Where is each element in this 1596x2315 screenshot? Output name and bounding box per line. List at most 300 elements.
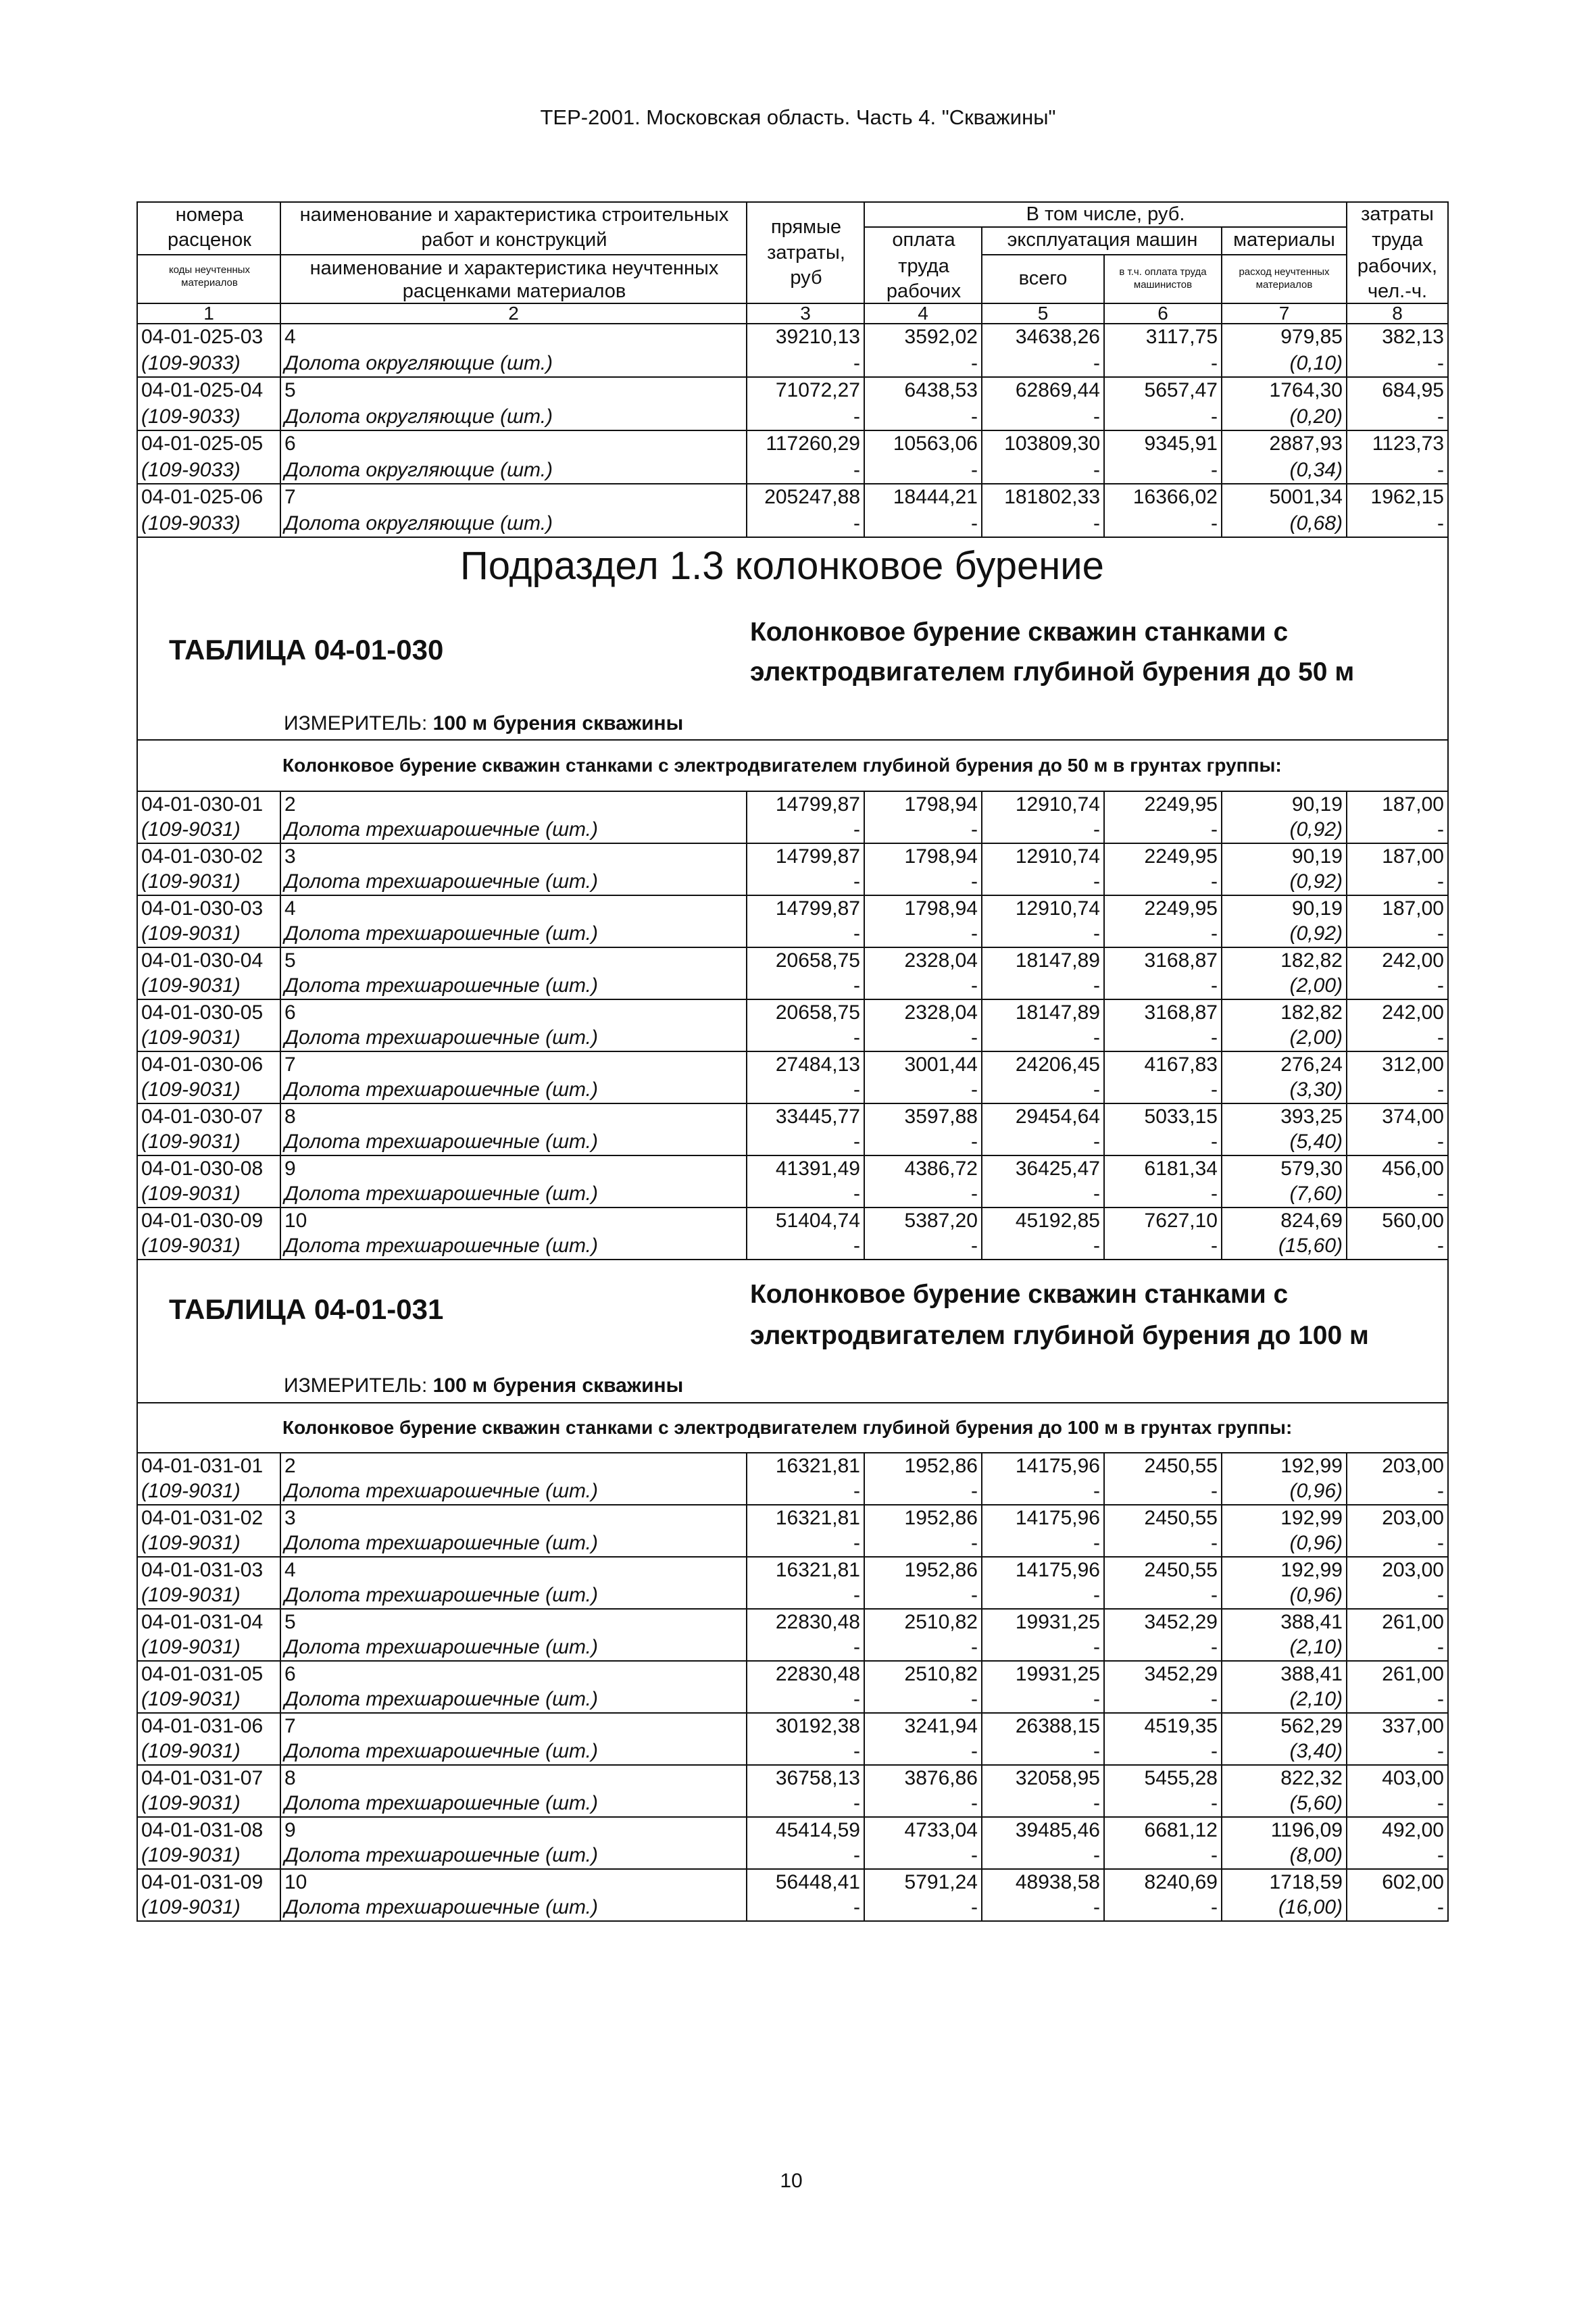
direct-cost-cell: [747, 1000, 865, 1051]
worker-wages-cell: [865, 1714, 982, 1764]
labor-hours: 187,00: [1382, 897, 1444, 920]
materials-cost-material: (3,30): [1289, 1078, 1343, 1101]
direct-cost-cell: [747, 1766, 865, 1816]
materials-cost-cell: [1222, 1052, 1347, 1103]
labor-hours-cell: [1347, 844, 1447, 895]
labor-hours-cell: [1347, 1000, 1447, 1051]
machine-operation-cost-cell: [982, 896, 1105, 947]
header-divider: [865, 226, 1346, 228]
direct-cost-cell: [747, 1505, 865, 1556]
machine-operation-cost: 32058,95: [1015, 1766, 1100, 1789]
materials-cost-cell: [1222, 1558, 1347, 1608]
machinist-wages-cell: [1105, 1662, 1222, 1712]
material-code-label: коды неучтенных: [168, 264, 251, 276]
machinist-wages-cell: [1105, 1870, 1222, 1920]
direct-cost-cell: [747, 1662, 865, 1712]
column-number: 3: [747, 304, 865, 323]
direct-cost: 36758,13: [775, 1766, 860, 1789]
material-name: Долота трехшарошечные (шт.): [284, 1896, 598, 1919]
direct-cost-cell: [747, 1610, 865, 1660]
machine-operation-cost-cell: [982, 844, 1105, 895]
material-name: Долота трехшарошечные (шт.): [284, 1636, 598, 1659]
machinist-wages: 2249,95: [1144, 845, 1218, 868]
direct-cost: 22830,48: [775, 1610, 860, 1633]
materials-cost-material: (0,20): [1289, 405, 1343, 428]
labor-costs-label: труда: [1372, 229, 1423, 251]
labor-hours-material: -: [1437, 351, 1444, 374]
rate-code: 04-01-031-02: [141, 1506, 264, 1529]
material-consumption-label: расход неучтенных: [1239, 266, 1330, 278]
worker-wages: 3241,94: [904, 1714, 978, 1737]
column-number: 2: [281, 304, 747, 323]
materials-cost-cell: [1222, 1453, 1347, 1504]
machinist-wages-material: -: [1211, 974, 1218, 997]
rate-code-cell: [138, 324, 281, 376]
direct-cost: 39210,13: [775, 326, 860, 349]
table-caption-line: Колонковое бурение скважин станками с: [750, 618, 1289, 647]
material-name-label: расценками материалов: [402, 280, 626, 302]
machine-operation-cost-cell: [982, 1156, 1105, 1207]
materials-cost-material: (0,96): [1289, 1532, 1343, 1555]
machinist-wages: 8240,69: [1144, 1870, 1218, 1893]
soil-group: 6: [284, 1662, 296, 1685]
machine-operation-cost: 19931,25: [1015, 1610, 1100, 1633]
rate-code-cell: [138, 844, 281, 895]
labor-hours-material: -: [1437, 512, 1444, 534]
direct-cost: 16321,81: [775, 1558, 860, 1581]
direct-cost-material: -: [853, 870, 860, 893]
labor-hours-cell: [1347, 1208, 1447, 1259]
work-name-cell: [281, 1505, 747, 1556]
worker-wages: 1798,94: [904, 845, 978, 868]
machine-operation-cost: 14175,96: [1015, 1506, 1100, 1529]
group-title: Колонковое бурение скважин станками с электродвигателем глубиной бурения до 50 м в грунтах группы:: [138, 741, 1447, 792]
column-number: 1: [138, 304, 281, 323]
labor-hours-material: -: [1437, 405, 1444, 428]
material-code: (109-9031): [141, 1792, 241, 1815]
labor-hours-cell: [1347, 1818, 1447, 1868]
rate-code: 04-01-030-07: [141, 1105, 264, 1128]
work-name-cell: [281, 1000, 747, 1051]
machines-total-label: всего: [1018, 268, 1068, 289]
direct-cost-material: -: [853, 1078, 860, 1101]
materials-cost: 824,69: [1280, 1209, 1343, 1232]
worker-wages: 1952,86: [904, 1454, 978, 1477]
table-row: [138, 1104, 1447, 1156]
labor-hours-cell: [1347, 792, 1447, 843]
direct-cost: 16321,81: [775, 1506, 860, 1529]
direct-cost: 20658,75: [775, 1001, 860, 1024]
machine-operation-cost: 103809,30: [1004, 432, 1100, 455]
worker-wages-cell: [865, 1453, 982, 1504]
work-name-cell: [281, 1104, 747, 1155]
rate-code-cell: [138, 1453, 281, 1504]
machine-operation-cost-cell: [982, 378, 1105, 430]
machine-operation-cost: 14175,96: [1015, 1454, 1100, 1477]
table-row: [138, 1000, 1447, 1052]
machinist-wages: 2450,55: [1144, 1454, 1218, 1477]
measure-unit-label: ИЗМЕРИТЕЛЬ:: [284, 1374, 428, 1397]
rate-code: 04-01-030-05: [141, 1001, 264, 1024]
direct-cost: 205247,88: [764, 486, 860, 509]
worker-wages-material: -: [971, 1235, 978, 1258]
work-name-cell: [281, 1818, 747, 1868]
labor-hours-cell: [1347, 1104, 1447, 1155]
materials-cost-material: (2,00): [1289, 974, 1343, 997]
worker-wages: 2328,04: [904, 1001, 978, 1024]
machine-operation-cost-material: -: [1093, 1688, 1100, 1711]
machinist-wages-cell: [1105, 1052, 1222, 1103]
labor-hours-material: -: [1437, 1130, 1444, 1153]
direct-cost-material: -: [853, 818, 860, 841]
materials-cost-cell: [1222, 1818, 1347, 1868]
worker-wages: 1798,94: [904, 793, 978, 816]
table-row: [138, 1208, 1447, 1260]
material-name: Долота трехшарошечные (шт.): [284, 974, 598, 997]
materials-cost: 1718,59: [1269, 1870, 1343, 1893]
material-name: Долота трехшарошечные (шт.): [284, 870, 598, 893]
worker-wages-material: -: [971, 818, 978, 841]
labor-hours: 382,13: [1382, 326, 1444, 349]
labor-hours-material: -: [1437, 1584, 1444, 1607]
labor-hours: 261,00: [1382, 1662, 1444, 1685]
materials-cost: 192,99: [1280, 1506, 1343, 1529]
labor-hours-material: -: [1437, 1844, 1444, 1867]
labor-hours-material: -: [1437, 1183, 1444, 1205]
materials-cost: 579,30: [1280, 1157, 1343, 1180]
direct-cost-cell: [747, 484, 865, 537]
machinist-wages: 3452,29: [1144, 1610, 1218, 1633]
soil-group: 8: [284, 1105, 296, 1128]
machine-operation-cost: 14175,96: [1015, 1558, 1100, 1581]
machine-operation-cost: 39485,46: [1015, 1818, 1100, 1841]
material-name: Долота трехшарошечные (шт.): [284, 1130, 598, 1153]
worker-wages-material: -: [971, 870, 978, 893]
machine-operation-cost-material: -: [1093, 1026, 1100, 1049]
measure-unit-label: ИЗМЕРИТЕЛЬ:: [284, 712, 428, 735]
work-name-cell: [281, 1208, 747, 1259]
machine-operation-cost: 18147,89: [1015, 949, 1100, 972]
machine-operation-cost-material: -: [1093, 1183, 1100, 1205]
machinist-wages-material: -: [1211, 405, 1218, 428]
machinist-wages-material: -: [1211, 1688, 1218, 1711]
machine-operation-cost-material: -: [1093, 1130, 1100, 1153]
worker-wages-cell: [865, 378, 982, 430]
direct-cost: 117260,29: [766, 432, 860, 455]
table-row: [138, 1156, 1447, 1208]
labor-hours: 492,00: [1382, 1818, 1444, 1841]
material-code: (109-9031): [141, 1026, 241, 1049]
labor-hours-material: -: [1437, 1688, 1444, 1711]
material-code: (109-9031): [141, 1235, 241, 1258]
materials-cost: 393,25: [1280, 1105, 1343, 1128]
rate-code-cell: [138, 1870, 281, 1920]
materials-cost: 192,99: [1280, 1454, 1343, 1477]
rate-code-cell: [138, 1766, 281, 1816]
direct-costs-label: прямые: [770, 216, 842, 238]
soil-group: 4: [284, 897, 296, 920]
soil-group: 5: [284, 379, 296, 402]
materials-cost-cell: [1222, 1714, 1347, 1764]
table-row: [138, 1870, 1447, 1922]
direct-cost-material: -: [853, 974, 860, 997]
worker-wages-material: -: [971, 1183, 978, 1205]
table-row: [138, 324, 1447, 378]
work-name-cell: [281, 1766, 747, 1816]
machine-operation-cost-cell: [982, 1052, 1105, 1103]
rate-code: 04-01-030-03: [141, 897, 264, 920]
soil-group: 2: [284, 1454, 296, 1477]
soil-group: 3: [284, 1506, 296, 1529]
machinist-wages-cell: [1105, 1714, 1222, 1764]
rate-code-cell: [138, 378, 281, 430]
machine-operation-cost-material: -: [1093, 1740, 1100, 1763]
machine-operation-cost-material: -: [1093, 351, 1100, 374]
worker-wages-material: -: [971, 1026, 978, 1049]
material-name: Долота трехшарошечные (шт.): [284, 1026, 598, 1049]
machinist-wages: 2249,95: [1144, 793, 1218, 816]
direct-cost-cell: [747, 1558, 865, 1608]
worker-wages-material: -: [971, 922, 978, 945]
table-row: [138, 792, 1447, 844]
soil-group: 10: [284, 1870, 307, 1893]
materials-cost-cell: [1222, 1870, 1347, 1920]
machine-operation-cost-cell: [982, 1714, 1105, 1764]
rate-code-cell: [138, 1000, 281, 1051]
worker-wages-cell: [865, 1052, 982, 1103]
material-name: Долота трехшарошечные (шт.): [284, 1688, 598, 1711]
machine-operation-cost: 12910,74: [1015, 793, 1100, 816]
materials-cost-cell: [1222, 792, 1347, 843]
materials-cost-cell: [1222, 378, 1347, 430]
column-number: 4: [865, 304, 982, 323]
materials-cost-material: (0,34): [1289, 458, 1343, 481]
direct-cost-material: -: [853, 1130, 860, 1153]
materials-cost: 388,41: [1280, 1610, 1343, 1633]
machine-operation-cost-cell: [982, 1662, 1105, 1712]
labor-hours-cell: [1347, 378, 1447, 430]
materials-cost-cell: [1222, 896, 1347, 947]
worker-wages-cell: [865, 1104, 982, 1155]
material-code: (109-9031): [141, 1896, 241, 1919]
measure-unit-value: 100 м бурения скважины: [432, 1374, 684, 1397]
machinist-wages: 4519,35: [1144, 1714, 1218, 1737]
worker-wages-cell: [865, 948, 982, 999]
worker-wages-cell: [865, 1505, 982, 1556]
soil-group: 2: [284, 793, 296, 816]
material-code: (109-9033): [141, 405, 241, 428]
labor-hours-material: -: [1437, 1480, 1444, 1503]
work-name-cell: [281, 1870, 747, 1920]
direct-cost: 33445,77: [775, 1105, 860, 1128]
worker-wages-cell: [865, 1558, 982, 1608]
direct-cost-material: -: [853, 1235, 860, 1258]
worker-wages: 10563,06: [893, 432, 978, 455]
table-row: [138, 1766, 1447, 1818]
labor-hours: 203,00: [1382, 1558, 1444, 1581]
rate-code-cell: [138, 431, 281, 483]
labor-hours-material: -: [1437, 1636, 1444, 1659]
material-code: (109-9033): [141, 512, 241, 534]
machine-operation-cost-material: -: [1093, 1792, 1100, 1815]
materials-cost-cell: [1222, 1766, 1347, 1816]
machine-operation-cost-cell: [982, 948, 1105, 999]
rate-code: 04-01-030-09: [141, 1209, 264, 1232]
worker-wages-cell: [865, 844, 982, 895]
worker-wages-material: -: [971, 1078, 978, 1101]
machine-operation-cost: 24206,45: [1015, 1053, 1100, 1076]
machine-operation-cost: 48938,58: [1015, 1870, 1100, 1893]
table-030-heading: [138, 538, 1447, 741]
machinist-wages: 5455,28: [1144, 1766, 1218, 1789]
table-row: [138, 1052, 1447, 1104]
work-name-cell: [281, 844, 747, 895]
labor-hours-cell: [1347, 896, 1447, 947]
materials-cost-cell: [1222, 1208, 1347, 1259]
labor-hours-material: -: [1437, 458, 1444, 481]
direct-cost-cell: [747, 1156, 865, 1207]
work-name-cell: [281, 948, 747, 999]
direct-cost-material: -: [853, 405, 860, 428]
direct-cost-material: -: [853, 1584, 860, 1607]
worker-wages: 2510,82: [904, 1662, 978, 1685]
machine-operation-cost-cell: [982, 792, 1105, 843]
machine-operation-cost-material: -: [1093, 458, 1100, 481]
material-code: (109-9031): [141, 1688, 241, 1711]
labor-hours-material: -: [1437, 922, 1444, 945]
direct-cost: 22830,48: [775, 1662, 860, 1685]
machine-operation-cost: 12910,74: [1015, 845, 1100, 868]
machine-operation-cost-material: -: [1093, 1532, 1100, 1555]
material-code: (109-9031): [141, 1532, 241, 1555]
materials-cost: 276,24: [1280, 1053, 1343, 1076]
labor-hours: 312,00: [1382, 1053, 1444, 1076]
machinist-wages-label: машинистов: [1133, 279, 1193, 291]
labor-hours-material: -: [1437, 1740, 1444, 1763]
worker-wages-material: -: [971, 1688, 978, 1711]
machine-operation-cost: 36425,47: [1015, 1157, 1100, 1180]
machinist-wages-cell: [1105, 896, 1222, 947]
materials-cost-cell: [1222, 1000, 1347, 1051]
machinist-wages-cell: [1105, 1208, 1222, 1259]
labor-hours-cell: [1347, 1662, 1447, 1712]
machine-operation-cost-material: -: [1093, 818, 1100, 841]
machinist-wages: 2249,95: [1144, 897, 1218, 920]
machinist-wages-material: -: [1211, 1896, 1218, 1919]
worker-wages: 3876,86: [904, 1766, 978, 1789]
header-divider: [864, 203, 865, 303]
labor-hours-cell: [1347, 1052, 1447, 1103]
machinist-wages-material: -: [1211, 1078, 1218, 1101]
materials-cost-material: (0,92): [1289, 870, 1343, 893]
materials-cost-cell: [1222, 484, 1347, 537]
direct-cost: 30192,38: [775, 1714, 860, 1737]
soil-group: 8: [284, 1766, 296, 1789]
direct-cost: 20658,75: [775, 949, 860, 972]
materials-cost: 182,82: [1280, 1001, 1343, 1024]
header-divider: [280, 203, 281, 303]
worker-wages-material: -: [971, 1480, 978, 1503]
direct-cost-material: -: [853, 1844, 860, 1867]
worker-wages-material: -: [971, 1584, 978, 1607]
labor-hours-cell: [1347, 1870, 1447, 1920]
direct-cost: 51404,74: [775, 1209, 860, 1232]
material-code: (109-9031): [141, 1636, 241, 1659]
work-name-cell: [281, 1662, 747, 1712]
direct-cost-cell: [747, 792, 865, 843]
worker-wages: 1952,86: [904, 1558, 978, 1581]
material-name: Долота трехшарошечные (шт.): [284, 818, 598, 841]
rate-code: 04-01-031-08: [141, 1818, 264, 1841]
materials-cost-material: (5,60): [1289, 1792, 1343, 1815]
machinist-wages-cell: [1105, 792, 1222, 843]
materials-cost: 979,85: [1280, 326, 1343, 349]
labor-hours: 456,00: [1382, 1157, 1444, 1180]
materials-cost: 90,19: [1291, 793, 1343, 816]
machinist-wages-material: -: [1211, 1636, 1218, 1659]
machinist-wages-material: -: [1211, 818, 1218, 841]
rate-code: 04-01-030-04: [141, 949, 264, 972]
labor-hours-cell: [1347, 948, 1447, 999]
labor-hours-cell: [1347, 484, 1447, 537]
table-031-heading: [138, 1260, 1447, 1403]
machinist-wages-cell: [1105, 1610, 1222, 1660]
machinist-wages: 2450,55: [1144, 1506, 1218, 1529]
work-name-cell: [281, 1558, 747, 1608]
material-code: (109-9033): [141, 458, 241, 481]
materials-cost-material: (2,00): [1289, 1026, 1343, 1049]
materials-cost-cell: [1222, 431, 1347, 483]
machinist-wages-material: -: [1211, 1792, 1218, 1815]
worker-wages: 2328,04: [904, 949, 978, 972]
direct-cost-material: -: [853, 922, 860, 945]
machine-operation-cost-cell: [982, 484, 1105, 537]
labor-hours-material: -: [1437, 1532, 1444, 1555]
work-name-cell: [281, 1453, 747, 1504]
materials-cost-material: (16,00): [1278, 1896, 1343, 1919]
labor-hours: 1123,73: [1372, 432, 1444, 455]
machinist-wages-cell: [1105, 1000, 1222, 1051]
material-name: Долота округляющие (шт.): [284, 351, 553, 374]
worker-wages: 3597,88: [904, 1105, 978, 1128]
material-code: (109-9031): [141, 922, 241, 945]
rate-code-cell: [138, 1156, 281, 1207]
table-row: [138, 431, 1447, 484]
column-number: 6: [1105, 304, 1222, 323]
machinist-wages: 7627,10: [1144, 1209, 1218, 1232]
direct-cost-material: -: [853, 1792, 860, 1815]
measure-unit: [284, 1374, 683, 1397]
material-name: Долота трехшарошечные (шт.): [284, 1480, 598, 1503]
materials-cost-material: (0,92): [1289, 818, 1343, 841]
labor-hours: 403,00: [1382, 1766, 1444, 1789]
materials-cost: 1764,30: [1269, 379, 1343, 402]
table-title: ТАБЛИЦА 04-01-030: [169, 634, 444, 666]
soil-group: 5: [284, 949, 296, 972]
materials-cost-material: (3,40): [1289, 1740, 1343, 1763]
materials-cost-cell: [1222, 1156, 1347, 1207]
worker-wages: 1952,86: [904, 1506, 978, 1529]
materials-cost-material: (0,92): [1289, 922, 1343, 945]
worker-wages-material: -: [971, 974, 978, 997]
machinist-wages-cell: [1105, 1766, 1222, 1816]
soil-group: 9: [284, 1157, 296, 1180]
machine-operation-cost-material: -: [1093, 512, 1100, 534]
soil-group: 4: [284, 1558, 296, 1581]
materials-cost: 90,19: [1291, 845, 1343, 868]
rate-code-cell: [138, 1052, 281, 1103]
direct-costs-label: затраты,: [767, 242, 845, 264]
